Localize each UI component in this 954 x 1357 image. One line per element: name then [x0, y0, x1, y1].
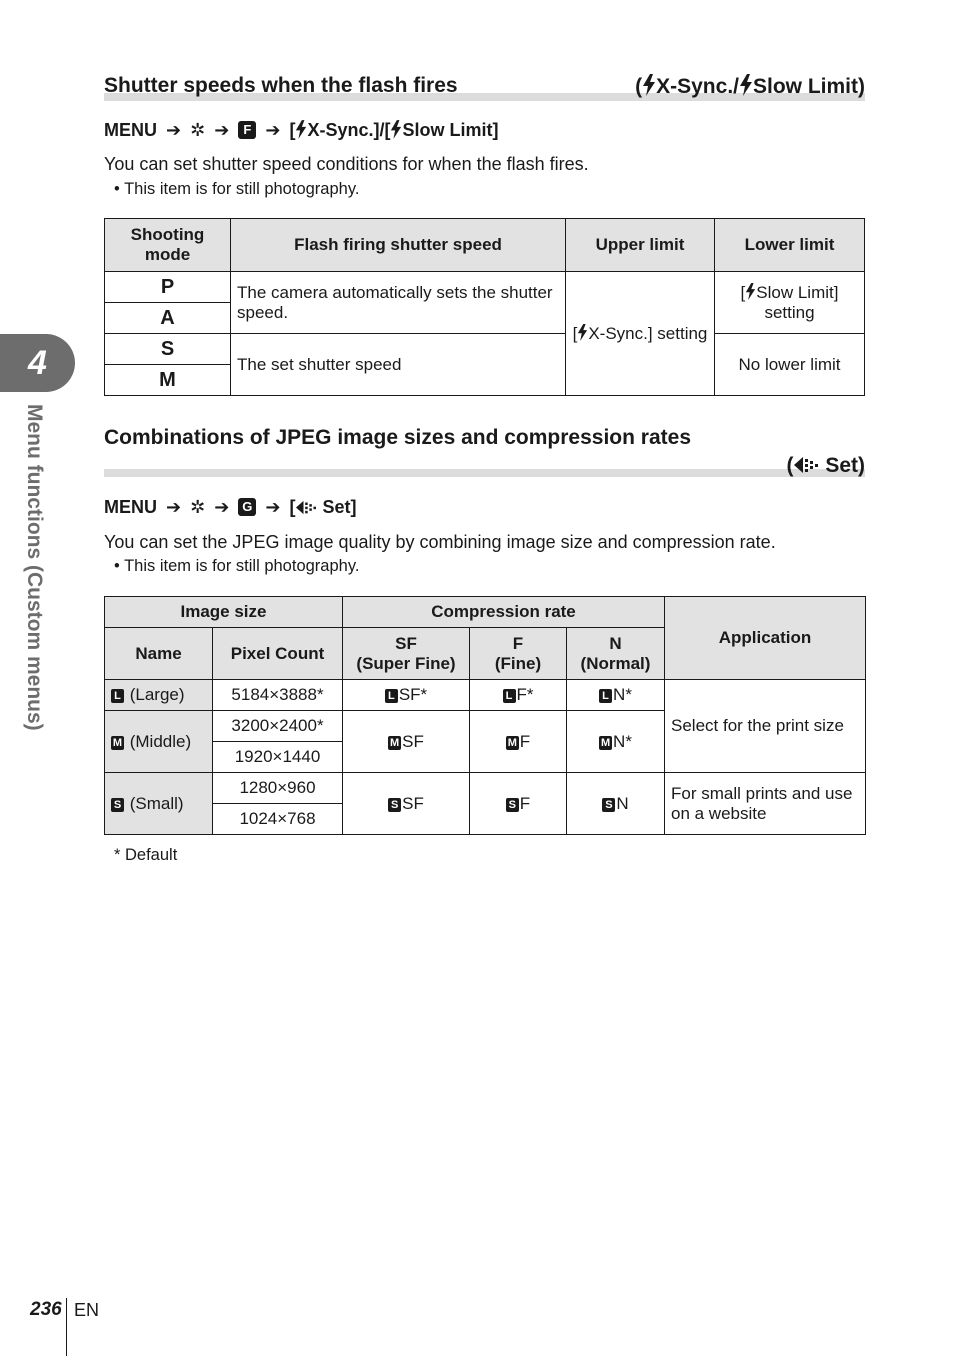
menu-path-jpeg: MENU ➔ ✲ ➔ G ➔ [ Set]: [104, 497, 357, 517]
large-sf: L SF*: [343, 680, 470, 711]
gear-icon: ✲: [190, 120, 206, 140]
flash-icon: [642, 74, 656, 96]
section-header-jpeg: [104, 422, 865, 480]
tab-g-icon: G: [238, 498, 256, 516]
middle-size-icon: M: [112, 736, 123, 749]
gear-icon: ✲: [190, 497, 206, 517]
application-small: For small prints and use on a website: [665, 773, 866, 835]
mode-s: S: [105, 334, 231, 365]
arrow-right-icon: ➔: [166, 120, 182, 140]
header-image-size: Image size: [105, 597, 343, 628]
small-size-icon: S: [111, 798, 124, 812]
middle-sf: M SF: [343, 711, 470, 773]
small-f: S F: [470, 773, 567, 835]
header-upper-limit: Upper limit: [566, 219, 715, 272]
pixels-small-1: 1280×960: [213, 773, 343, 804]
menu-label: MENU: [104, 120, 157, 140]
description-jpeg: You can set the JPEG image quality by combining image size and compression rate.: [104, 532, 776, 552]
flash-icon: [577, 324, 588, 341]
middle-f: M F: [470, 711, 567, 773]
arrow-right-icon: ➔: [214, 120, 230, 140]
mode-a: A: [105, 303, 231, 334]
pixels-middle-2: 1920×1440: [213, 742, 343, 773]
large-f: L F*: [470, 680, 567, 711]
header-compression: Compression rate: [343, 597, 665, 628]
arrow-right-icon: ➔: [166, 497, 182, 517]
header-shooting-mode: Shooting mode: [105, 219, 231, 272]
section-title-flash: Shutter speeds when the flash fires: [104, 74, 458, 97]
header-flash-speed: Flash firing shutter speed: [231, 219, 566, 272]
page-number: 236: [30, 1299, 62, 1320]
mode-p: P: [105, 272, 231, 303]
header-sf: SF (Super Fine): [343, 628, 470, 680]
header-n: N (Normal): [567, 628, 665, 680]
section-title-jpeg: Combinations of JPEG image sizes and compression rates: [104, 426, 691, 449]
pixels-large: 5184×3888*: [213, 680, 343, 711]
footer-divider: [66, 1298, 67, 1356]
lower-limit-none: No lower limit: [715, 334, 865, 396]
size-large: L (Large): [105, 680, 213, 711]
small-n: S N: [567, 773, 665, 835]
header-f: F (Fine): [470, 628, 567, 680]
menu-item-set: Set]: [322, 497, 357, 517]
pixels-small-2: 1024×768: [213, 804, 343, 835]
header-application: Application: [665, 597, 866, 680]
header-pixel-count: Pixel Count: [213, 628, 343, 680]
section-title-flash-right: ( X-Sync./ Slow Limit): [635, 75, 865, 98]
section-header-flash: [104, 72, 865, 102]
middle-n: M N*: [567, 711, 665, 773]
speed-set: The set shutter speed: [231, 334, 566, 396]
arrow-right-icon: ➔: [265, 497, 281, 517]
lower-limit-slow: [ Slow Limit] setting: [715, 272, 865, 334]
arrow-right-icon: ➔: [214, 497, 230, 517]
menu-label: MENU: [104, 497, 157, 517]
menu-item-slowlimit: Slow Limit]: [402, 120, 499, 140]
large-n: L N*: [567, 680, 665, 711]
upper-limit-cell: [ X-Sync.] setting: [566, 272, 715, 396]
flash-icon: [295, 120, 307, 139]
bullet-still-photo: • This item is for still photography.: [114, 180, 360, 198]
mode-m: M: [105, 365, 231, 396]
chapter-number: 4: [28, 344, 47, 382]
tab-f-icon: F: [238, 121, 256, 139]
speed-auto: The camera automatically sets the shutter speed.: [231, 272, 566, 334]
section-title-jpeg-right: ( Set): [786, 454, 865, 477]
bullet-still-photo-2: • This item is for still photography.: [114, 557, 360, 575]
jpeg-table: [104, 596, 866, 835]
menu-item-xsync: X-Sync.]/[: [307, 120, 391, 140]
flash-icon: [745, 283, 756, 300]
description-flash: You can set shutter speed conditions for when the flash fires.: [104, 154, 589, 174]
language-label: EN: [74, 1300, 100, 1320]
flash-icon: [390, 120, 402, 139]
large-size-icon: L: [111, 689, 124, 703]
flash-icon: [739, 74, 753, 96]
header-lower-limit: Lower limit: [715, 219, 865, 272]
footnote-default: * Default: [114, 846, 178, 864]
image-quality-icon: [295, 500, 317, 515]
small-sf: S SF: [343, 773, 470, 835]
header-name: Name: [105, 628, 213, 680]
menu-path-flash: MENU ➔ ✲ ➔ F ➔ [ X-Sync.]/[ Slow Limit]: [104, 120, 499, 140]
image-quality-icon: [793, 456, 819, 474]
chapter-side-title: Menu functions (Custom menus): [23, 404, 46, 731]
pixels-middle-1: 3200×2400*: [213, 711, 343, 742]
size-small: S (Small): [105, 773, 213, 835]
application-print: Select for the print size: [665, 680, 866, 773]
flash-table: [104, 218, 865, 396]
arrow-right-icon: ➔: [265, 120, 281, 140]
size-middle: M (Middle): [105, 711, 213, 773]
